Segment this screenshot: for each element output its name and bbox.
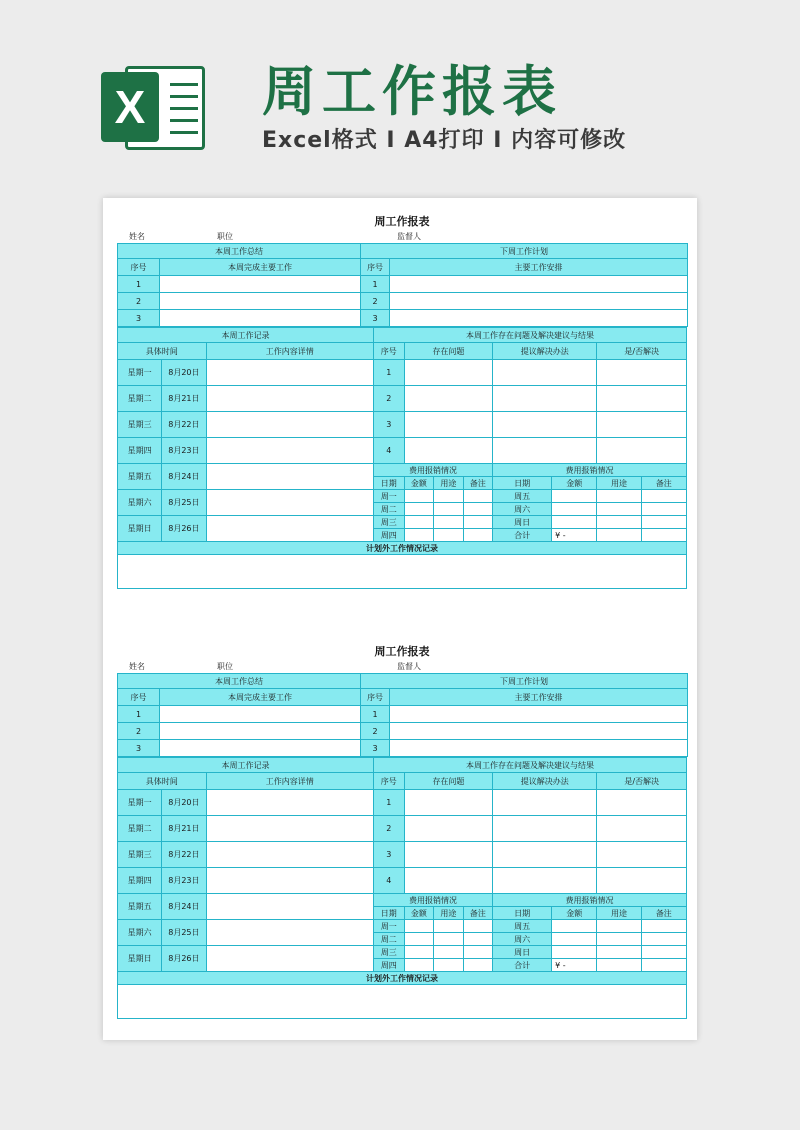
expense-cell[interactable]: [641, 959, 686, 972]
expense-cell[interactable]: [463, 920, 493, 933]
seq-header: 序号: [361, 689, 390, 706]
expense-day: 周日: [493, 946, 552, 959]
extra-work-header: 计划外工作情况记录: [118, 972, 687, 985]
record-table: [117, 327, 687, 589]
issue-seq: 4: [374, 868, 405, 894]
solution-cell[interactable]: [493, 360, 597, 386]
completed-work-cell[interactable]: [160, 293, 361, 310]
issue-seq: 3: [374, 412, 405, 438]
resolved-cell[interactable]: [597, 816, 687, 842]
issue-seq: 3: [374, 842, 405, 868]
detail-cell[interactable]: [206, 816, 374, 842]
expense-header-right: 费用报销情况: [493, 894, 687, 907]
solution-header: 提议解决办法: [493, 773, 597, 790]
expense-col-amount: 金额: [404, 907, 434, 920]
date-cell: 8月20日: [162, 360, 206, 386]
expense-day: 周二: [374, 503, 405, 516]
expense-cell[interactable]: [463, 959, 493, 972]
date-cell: 8月20日: [162, 790, 206, 816]
expense-col-amount: 金额: [404, 477, 434, 490]
expense-cell[interactable]: [404, 490, 434, 503]
issue-seq: 4: [374, 438, 405, 464]
solution-cell[interactable]: [493, 816, 597, 842]
problem-header: 存在问题: [404, 343, 493, 360]
problem-cell[interactable]: [404, 790, 493, 816]
expense-cell[interactable]: [641, 946, 686, 959]
summary-seq: 1: [118, 276, 160, 293]
planned-work-cell[interactable]: [390, 740, 688, 757]
plan-seq: 1: [361, 706, 390, 723]
resolved-cell[interactable]: [597, 360, 687, 386]
resolved-cell[interactable]: [597, 438, 687, 464]
expense-cell[interactable]: [552, 933, 597, 946]
expense-cell[interactable]: [404, 933, 434, 946]
detail-header: 工作内容详情: [206, 773, 374, 790]
solution-cell[interactable]: [493, 790, 597, 816]
detail-cell[interactable]: [206, 360, 374, 386]
problem-cell[interactable]: [404, 868, 493, 894]
expense-col-date: 日期: [493, 907, 552, 920]
report-title: 周工作报表: [374, 215, 430, 228]
completed-work-cell[interactable]: [160, 706, 361, 723]
date-cell: 8月22日: [162, 842, 206, 868]
name-label: 姓名: [129, 662, 145, 671]
planned-work-header: 主要工作安排: [390, 259, 688, 276]
completed-work-cell[interactable]: [160, 276, 361, 293]
detail-cell[interactable]: [206, 438, 374, 464]
day-cell: 星期五: [118, 464, 162, 490]
plan-seq: 1: [361, 276, 390, 293]
completed-work-cell[interactable]: [160, 740, 361, 757]
expense-cell[interactable]: [597, 516, 641, 529]
summary-table: [117, 673, 688, 757]
plan-seq: 3: [361, 740, 390, 757]
issue-seq-header: 序号: [374, 343, 405, 360]
expense-cell[interactable]: [641, 490, 686, 503]
expense-day: 周三: [374, 516, 405, 529]
expense-cell[interactable]: [552, 503, 597, 516]
expense-cell[interactable]: [404, 529, 434, 542]
detail-cell[interactable]: [206, 790, 374, 816]
day-cell: 星期六: [118, 920, 162, 946]
expense-cell[interactable]: [404, 959, 434, 972]
expense-cell[interactable]: [463, 529, 493, 542]
detail-header: 工作内容详情: [206, 343, 374, 360]
expense-cell[interactable]: [552, 516, 597, 529]
expense-cell[interactable]: [404, 920, 434, 933]
solution-cell[interactable]: [493, 868, 597, 894]
planned-work-cell[interactable]: [390, 310, 688, 327]
date-cell: 8月25日: [162, 920, 206, 946]
expense-cell[interactable]: [597, 920, 641, 933]
expense-cell[interactable]: [597, 946, 641, 959]
planned-work-header: 主要工作安排: [390, 689, 688, 706]
detail-cell[interactable]: [206, 842, 374, 868]
completed-work-header: 本周完成主要工作: [160, 259, 361, 276]
date-cell: 8月23日: [162, 868, 206, 894]
extra-work-cell[interactable]: [118, 985, 687, 1019]
day-cell: 星期六: [118, 490, 162, 516]
expense-col-date: 日期: [374, 477, 405, 490]
supervisor-label: 监督人: [397, 662, 421, 671]
expense-total-label: 合计: [493, 959, 552, 972]
day-cell: 星期一: [118, 790, 162, 816]
solution-cell[interactable]: [493, 842, 597, 868]
issue-seq: 2: [374, 816, 405, 842]
detail-cell[interactable]: [206, 516, 374, 542]
expense-cell[interactable]: [641, 920, 686, 933]
expense-cell[interactable]: [434, 946, 464, 959]
summary-seq: 2: [118, 723, 160, 740]
summary-header: 本周工作总结: [118, 244, 361, 259]
expense-cell[interactable]: [463, 946, 493, 959]
date-cell: 8月24日: [162, 894, 206, 920]
expense-col-note: 备注: [463, 907, 493, 920]
plan-seq: 2: [361, 293, 390, 310]
day-cell: 星期四: [118, 438, 162, 464]
summary-seq: 1: [118, 706, 160, 723]
date-cell: 8月26日: [162, 946, 206, 972]
expense-col-purpose: 用途: [434, 477, 464, 490]
resolved-cell[interactable]: [597, 386, 687, 412]
date-cell: 8月21日: [162, 816, 206, 842]
summary-header: 本周工作总结: [118, 674, 361, 689]
time-header: 具体时间: [118, 343, 207, 360]
info-row: [117, 660, 687, 673]
record-header: 本周工作记录: [118, 758, 374, 773]
day-cell: 星期日: [118, 946, 162, 972]
detail-cell[interactable]: [206, 894, 374, 920]
problem-cell[interactable]: [404, 438, 493, 464]
date-cell: 8月22日: [162, 412, 206, 438]
date-cell: 8月21日: [162, 386, 206, 412]
date-cell: 8月25日: [162, 490, 206, 516]
excel-logo-icon: X: [101, 58, 207, 156]
day-cell: 星期五: [118, 894, 162, 920]
day-cell: 星期四: [118, 868, 162, 894]
detail-cell[interactable]: [206, 464, 374, 490]
expense-cell[interactable]: [641, 529, 686, 542]
info-row: [117, 230, 687, 243]
expense-cell[interactable]: [434, 503, 464, 516]
expense-day: 周五: [493, 920, 552, 933]
day-cell: 星期三: [118, 412, 162, 438]
banner: [0, 0, 800, 190]
problem-cell[interactable]: [404, 386, 493, 412]
name-label: 姓名: [129, 232, 145, 241]
expense-cell[interactable]: [597, 959, 641, 972]
issues-header: 本周工作存在问题及解决建议与结果: [374, 328, 687, 343]
extra-work-cell[interactable]: [118, 555, 687, 589]
expense-col-date: 日期: [374, 907, 405, 920]
detail-cell[interactable]: [206, 490, 374, 516]
planned-work-cell[interactable]: [390, 723, 688, 740]
seq-header: 序号: [118, 689, 160, 706]
expense-col-note: 备注: [641, 477, 686, 490]
time-header: 具体时间: [118, 773, 207, 790]
expense-cell[interactable]: [404, 503, 434, 516]
position-label: 职位: [217, 232, 233, 241]
problem-cell[interactable]: [404, 360, 493, 386]
expense-header-right: 费用报销情况: [493, 464, 687, 477]
expense-cell[interactable]: [404, 516, 434, 529]
date-cell: 8月24日: [162, 464, 206, 490]
expense-cell[interactable]: [463, 503, 493, 516]
resolved-header: 是/否解决: [597, 343, 687, 360]
date-cell: 8月23日: [162, 438, 206, 464]
solution-header: 提议解决办法: [493, 343, 597, 360]
problem-header: 存在问题: [404, 773, 493, 790]
expense-cell[interactable]: [434, 933, 464, 946]
day-cell: 星期日: [118, 516, 162, 542]
expense-day: 周一: [374, 490, 405, 503]
expense-cell[interactable]: [597, 490, 641, 503]
expense-cell[interactable]: [463, 490, 493, 503]
expense-day: 周六: [493, 503, 552, 516]
detail-cell[interactable]: [206, 386, 374, 412]
expense-day: 周六: [493, 933, 552, 946]
expense-cell[interactable]: [552, 946, 597, 959]
problem-cell[interactable]: [404, 842, 493, 868]
issue-seq-header: 序号: [374, 773, 405, 790]
expense-day: 周一: [374, 920, 405, 933]
next-plan-header: 下周工作计划: [361, 674, 688, 689]
report-sheet-1: [117, 214, 687, 589]
expense-col-amount: 金额: [552, 907, 597, 920]
expense-col-purpose: 用途: [434, 907, 464, 920]
seq-header: 序号: [361, 259, 390, 276]
detail-cell[interactable]: [206, 920, 374, 946]
planned-work-cell[interactable]: [390, 293, 688, 310]
expense-col-purpose: 用途: [597, 907, 641, 920]
expense-cell[interactable]: [597, 529, 641, 542]
detail-cell[interactable]: [206, 412, 374, 438]
expense-col-note: 备注: [463, 477, 493, 490]
expense-cell[interactable]: [552, 490, 597, 503]
supervisor-label: 监督人: [397, 232, 421, 241]
solution-cell[interactable]: [493, 438, 597, 464]
extra-work-header: 计划外工作情况记录: [118, 542, 687, 555]
problem-cell[interactable]: [404, 412, 493, 438]
summary-seq: 3: [118, 740, 160, 757]
expense-header-left: 费用报销情况: [374, 464, 493, 477]
report-sheet-2: [117, 644, 687, 1019]
resolved-cell[interactable]: [597, 790, 687, 816]
day-cell: 星期二: [118, 386, 162, 412]
document-page: [103, 198, 697, 1040]
banner-title: 周工作报表: [262, 60, 562, 123]
date-cell: 8月26日: [162, 516, 206, 542]
expense-day: 周二: [374, 933, 405, 946]
resolved-cell[interactable]: [597, 412, 687, 438]
expense-cell[interactable]: [434, 516, 464, 529]
expense-cell[interactable]: [641, 503, 686, 516]
solution-cell[interactable]: [493, 412, 597, 438]
expense-total-label: 合计: [493, 529, 552, 542]
record-table: [117, 757, 687, 1019]
detail-cell[interactable]: [206, 868, 374, 894]
summary-table: [117, 243, 688, 327]
completed-work-cell[interactable]: [160, 310, 361, 327]
expense-cell[interactable]: [434, 529, 464, 542]
position-label: 职位: [217, 662, 233, 671]
resolved-cell[interactable]: [597, 842, 687, 868]
expense-cell[interactable]: [434, 920, 464, 933]
expense-total-amount: ¥ -: [552, 529, 597, 542]
resolved-header: 是/否解决: [597, 773, 687, 790]
planned-work-cell[interactable]: [390, 276, 688, 293]
issues-header: 本周工作存在问题及解决建议与结果: [374, 758, 687, 773]
expense-day: 周四: [374, 529, 405, 542]
summary-seq: 2: [118, 293, 160, 310]
expense-col-note: 备注: [641, 907, 686, 920]
issue-seq: 2: [374, 386, 405, 412]
banner-subtitle: Excel格式 I A4打印 I 内容可修改: [262, 128, 627, 153]
plan-seq: 2: [361, 723, 390, 740]
plan-seq: 3: [361, 310, 390, 327]
next-plan-header: 下周工作计划: [361, 244, 688, 259]
expense-cell[interactable]: [641, 933, 686, 946]
report-title: 周工作报表: [374, 645, 430, 658]
expense-day: 周三: [374, 946, 405, 959]
expense-day: 周日: [493, 516, 552, 529]
expense-cell[interactable]: [434, 490, 464, 503]
expense-col-date: 日期: [493, 477, 552, 490]
summary-seq: 3: [118, 310, 160, 327]
expense-cell[interactable]: [463, 516, 493, 529]
expense-cell[interactable]: [434, 959, 464, 972]
completed-work-cell[interactable]: [160, 723, 361, 740]
day-cell: 星期一: [118, 360, 162, 386]
expense-cell[interactable]: [404, 946, 434, 959]
expense-day: 周五: [493, 490, 552, 503]
day-cell: 星期三: [118, 842, 162, 868]
expense-col-amount: 金额: [552, 477, 597, 490]
expense-cell[interactable]: [597, 933, 641, 946]
issue-seq: 1: [374, 790, 405, 816]
expense-cell[interactable]: [597, 503, 641, 516]
seq-header: 序号: [118, 259, 160, 276]
expense-col-purpose: 用途: [597, 477, 641, 490]
issue-seq: 1: [374, 360, 405, 386]
record-header: 本周工作记录: [118, 328, 374, 343]
planned-work-cell[interactable]: [390, 706, 688, 723]
detail-cell[interactable]: [206, 946, 374, 972]
expense-cell[interactable]: [641, 516, 686, 529]
expense-cell[interactable]: [552, 920, 597, 933]
expense-header-left: 费用报销情况: [374, 894, 493, 907]
expense-total-amount: ¥ -: [552, 959, 597, 972]
solution-cell[interactable]: [493, 386, 597, 412]
expense-day: 周四: [374, 959, 405, 972]
completed-work-header: 本周完成主要工作: [160, 689, 361, 706]
expense-cell[interactable]: [463, 933, 493, 946]
day-cell: 星期二: [118, 816, 162, 842]
problem-cell[interactable]: [404, 816, 493, 842]
resolved-cell[interactable]: [597, 868, 687, 894]
